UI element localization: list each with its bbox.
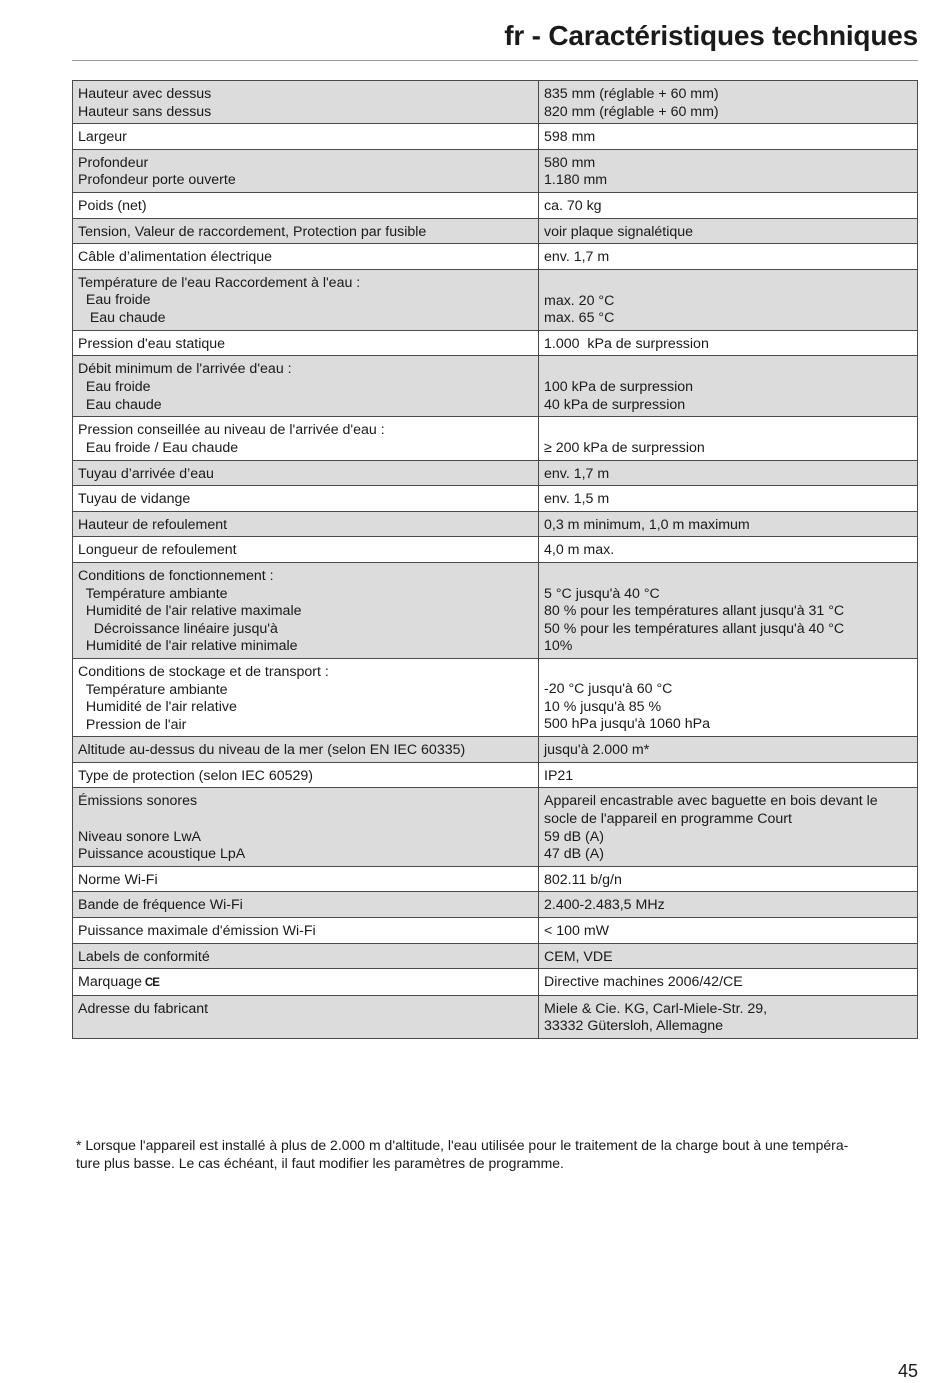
ce-mark-icon: CE [144, 977, 159, 990]
spec-value: 580 mm [544, 154, 596, 171]
spec-row [73, 192, 918, 218]
spec-value-cell [539, 737, 918, 763]
spec-label: Température de l'eau Raccordement à l'eau : [78, 274, 361, 291]
spec-label: Largeur [78, 129, 127, 146]
spec-row [73, 788, 918, 866]
spec-row [73, 244, 918, 270]
spec-label: Température ambiante [78, 585, 228, 602]
spec-label: Eau froide / Eau chaude [78, 439, 239, 456]
spec-value: 500 hPa jusqu'à 1060 hPa [544, 716, 711, 733]
spec-label-cell [73, 892, 539, 918]
spec-label: Altitude au-dessus du niveau de la mer (selon EN IEC 60335) [78, 742, 466, 759]
spec-label: Humidité de l'air relative [78, 699, 237, 716]
spec-value-cell [539, 417, 918, 460]
spec-value: ca. 70 kg [544, 197, 602, 214]
spec-value-cell [539, 460, 918, 486]
spec-value: CEM, VDE [544, 948, 613, 965]
spec-label-cell [73, 269, 539, 330]
spec-value-cell [539, 149, 918, 192]
spec-value-cell [539, 511, 918, 537]
spec-value: max. 65 °C [544, 310, 615, 327]
spec-label-cell [73, 244, 539, 270]
spec-value-cell [539, 918, 918, 944]
spec-value: 820 mm (réglable + 60 mm) [544, 103, 719, 120]
spec-row [73, 417, 918, 460]
specifications-table-body [73, 81, 918, 1039]
spec-label: Humidité de l'air relative minimale [78, 638, 298, 655]
spec-value: 835 mm (réglable + 60 mm) [544, 86, 719, 102]
spec-value: -20 °C jusqu'à 60 °C [544, 681, 673, 698]
spec-label: Pression d'eau statique [78, 335, 226, 352]
spec-label: Poids (net) [78, 197, 147, 214]
spec-value: 59 dB (A) [544, 828, 604, 845]
spec-value: Directive machines 2006/42/CE [544, 974, 743, 991]
spec-label-cell [73, 124, 539, 150]
spec-label: Hauteur de refoulement [78, 516, 228, 533]
spec-label: Puissance maximale d'émission Wi-Fi [78, 923, 316, 940]
spec-label-cell [73, 788, 539, 866]
spec-row [73, 762, 918, 788]
spec-label: Eau froide [78, 292, 151, 309]
spec-label-cell [73, 356, 539, 417]
spec-value: max. 20 °C [544, 292, 615, 309]
spec-label: Profondeur porte ouverte [78, 172, 236, 189]
spec-value-cell [539, 244, 918, 270]
spec-value: 47 dB (A) [544, 846, 604, 863]
spec-label-cell [73, 737, 539, 763]
spec-row [73, 511, 918, 537]
spec-row [73, 918, 918, 944]
spec-value: 4,0 m max. [544, 542, 615, 559]
spec-value-block [544, 422, 911, 457]
spec-label: Niveau sonore LwA [78, 828, 202, 845]
spec-value-cell [539, 537, 918, 563]
spec-row [73, 124, 918, 150]
spec-row [73, 969, 918, 996]
specifications-table [72, 80, 918, 1039]
spec-label: Câble d’alimentation électrique [78, 249, 273, 266]
spec-label-cell [73, 562, 539, 658]
spec-label-cell [73, 995, 539, 1038]
spec-row [73, 269, 918, 330]
spec-label: Hauteur sans dessus [78, 103, 212, 120]
spec-row [73, 149, 918, 192]
spec-value: 802.11 b/g/n [544, 871, 622, 888]
spec-value-cell [539, 356, 918, 417]
footnote-line: ture plus basse. Le cas échéant, il faut modifier les paramètres de programme. [76, 1155, 564, 1171]
spec-value-cell [539, 218, 918, 244]
page-title: fr - Caractéristiques techniques [504, 20, 918, 51]
spec-label: Marquage [78, 974, 142, 991]
spec-value: 40 kPa de surpression [544, 396, 686, 413]
spec-value-cell [539, 762, 918, 788]
spec-label: Décroissance linéaire jusqu'à [78, 620, 278, 637]
spec-value-cell [539, 788, 918, 866]
spec-row [73, 537, 918, 563]
spec-label-cell [73, 486, 539, 512]
title-divider [72, 60, 918, 61]
spec-value-block [544, 361, 911, 414]
spec-label: Norme Wi-Fi [78, 871, 158, 888]
spec-label: Conditions de fonctionnement : [78, 567, 274, 584]
spec-value-cell [539, 892, 918, 918]
page-number: 45 [897, 1361, 918, 1381]
spec-row [73, 658, 918, 736]
spec-value-cell [539, 658, 918, 736]
spec-value: Appareil encastrable avec baguette en bois devant le [544, 793, 878, 810]
spec-label: Labels de conformité [78, 948, 210, 965]
spec-value: 50 % pour les températures allant jusqu'à 40 °C [544, 620, 845, 637]
spec-value: Miele & Cie. KG, Carl-Miele-Str. 29, [544, 1000, 768, 1017]
spec-label: Eau froide [78, 378, 151, 395]
spec-label: Humidité de l'air relative maximale [78, 603, 302, 620]
spec-row [73, 218, 918, 244]
spec-label: Puissance acoustique LpA [78, 846, 246, 863]
spec-row [73, 81, 918, 124]
spec-label-cell [73, 866, 539, 892]
spec-label: Tuyau de vidange [78, 491, 191, 508]
spec-label: Conditions de stockage et de transport : [78, 663, 329, 680]
spec-value: 1.000 kPa de surpression [544, 335, 709, 352]
footnote-line: * Lorsque l'appareil est installé à plus de 2.000 m d'altitude, l'eau utilisée pour le traitement de la charge bout à une tempéra- [76, 1137, 849, 1153]
spec-label-cell [73, 537, 539, 563]
spec-label: Bande de fréquence Wi-Fi [78, 897, 243, 914]
spec-label [78, 811, 532, 829]
spec-row [73, 330, 918, 356]
spec-label: Tuyau d’arrivée d’eau [78, 465, 214, 482]
spec-value-cell [539, 81, 918, 124]
spec-value: 10% [544, 638, 573, 655]
spec-label-cell [73, 149, 539, 192]
spec-value: 2.400-2.483,5 MHz [544, 897, 665, 914]
spec-label: Débit minimum de l'arrivée d'eau : [78, 361, 292, 378]
spec-label-cell [73, 417, 539, 460]
spec-value: voir plaque signalétique [544, 223, 694, 240]
spec-label-cell [73, 762, 539, 788]
spec-value-cell [539, 969, 918, 996]
spec-label: Type de protection (selon IEC 60529) [78, 767, 314, 784]
spec-label: Pression de l'air [78, 716, 187, 733]
spec-label-cell [73, 218, 539, 244]
spec-row [73, 486, 918, 512]
spec-label: Émissions sonores [78, 793, 198, 810]
spec-label: Longueur de refoulement [78, 542, 237, 559]
spec-value: env. 1,7 m [544, 249, 610, 266]
spec-value-cell [539, 866, 918, 892]
spec-label-cell [73, 460, 539, 486]
spec-label: Pression conseillée au niveau de l'arrivée d'eau : [78, 422, 385, 439]
spec-label-cell [73, 511, 539, 537]
spec-row [73, 737, 918, 763]
spec-label-cell [73, 943, 539, 969]
spec-value-cell [539, 486, 918, 512]
spec-value: 100 kPa de surpression [544, 379, 694, 396]
spec-value: 0,3 m minimum, 1,0 m maximum [544, 516, 750, 533]
spec-value-cell [539, 562, 918, 658]
spec-row [73, 356, 918, 417]
spec-value-block [544, 568, 911, 656]
spec-value: 598 mm [544, 129, 596, 146]
spec-value-cell [539, 330, 918, 356]
spec-value: 1.180 mm [544, 172, 608, 189]
spec-label-cell [73, 192, 539, 218]
spec-value: 80 % pour les températures allant jusqu'à 31 °C [544, 603, 845, 620]
spec-row [73, 460, 918, 486]
spec-value: env. 1,5 m [544, 491, 610, 508]
spec-label-cell [73, 81, 539, 124]
footnote [76, 1136, 908, 1172]
spec-row [73, 943, 918, 969]
spec-label: Profondeur [78, 154, 149, 171]
spec-value-cell [539, 269, 918, 330]
spec-label: Hauteur avec dessus [78, 86, 212, 102]
spec-value: < 100 mW [544, 923, 610, 940]
spec-value: 5 °C jusqu'à 40 °C [544, 585, 660, 602]
spec-value: 10 % jusqu'à 85 % [544, 698, 662, 715]
spec-value-block [544, 664, 911, 734]
spec-label: Tension, Valeur de raccordement, Protection par fusible [78, 223, 427, 240]
spec-value: ≥ 200 kPa de surpression [544, 439, 705, 456]
spec-value-cell [539, 943, 918, 969]
spec-label-cell [73, 969, 539, 996]
spec-label: Adresse du fabricant [78, 1000, 209, 1017]
spec-value: env. 1,7 m [544, 465, 610, 482]
spec-label-cell [73, 918, 539, 944]
spec-label-cell [73, 658, 539, 736]
spec-row [73, 866, 918, 892]
spec-value-cell [539, 192, 918, 218]
spec-label: Température ambiante [78, 681, 228, 698]
spec-row [73, 562, 918, 658]
spec-value-cell [539, 124, 918, 150]
spec-value-cell [539, 995, 918, 1038]
spec-row [73, 995, 918, 1038]
spec-value-block [544, 275, 911, 328]
spec-label: Eau chaude [78, 396, 162, 413]
spec-value: 33332 Gütersloh, Allemagne [544, 1018, 724, 1035]
spec-row [73, 892, 918, 918]
spec-label: Eau chaude [78, 309, 166, 326]
spec-value: IP21 [544, 767, 574, 784]
spec-value: jusqu'à 2.000 m* [544, 742, 650, 759]
spec-value: socle de l'appareil en programme Court [544, 811, 792, 828]
spec-label-cell [73, 330, 539, 356]
